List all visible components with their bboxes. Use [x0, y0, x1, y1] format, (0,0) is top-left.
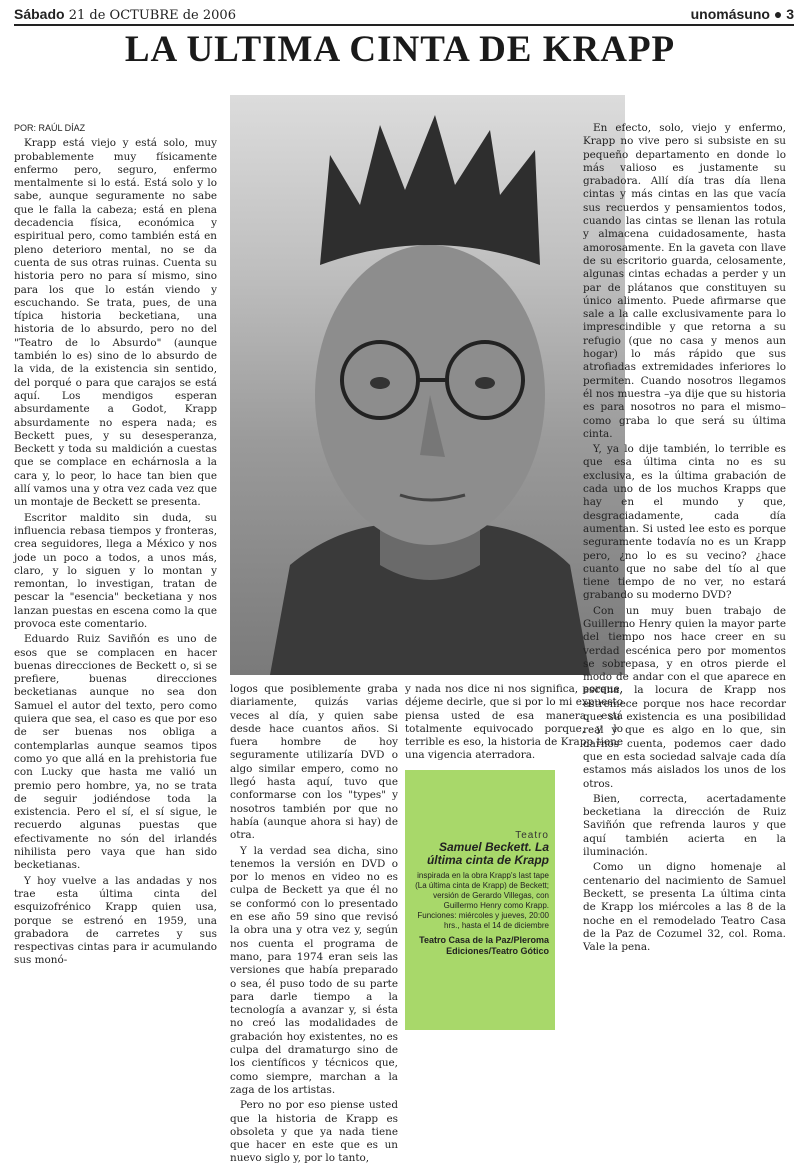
column-1: [14, 122, 217, 970]
paragraph: Eduardo Ruiz Saviñón es uno de esos que se complacen en hacer buenas direcciones de Beckett o, si se prefiere, buenas direcciones becketianas aunque no sea don Samuel el autor del texto, pero como quiera que sea, el caso es que por eso de ser buenas nos obliga a contemplarlas aunque seamos tipos como yo que allá en la prehistoria fue con Lucky que hasta me valió un premio pero hombre, ya, no se trata de seguir jodiéndose toda la existencia. Pero el sí, el sí sigue, le recuerdo algunas puestas que efectivamente no són del irlandés nihilista pero vaya que han sido becketianas.: [14, 633, 217, 872]
box-venue: Teatro Casa de la Paz/Pleroma Ediciones/Teatro Gótico: [419, 935, 549, 956]
paragraph: Krapp está viejo y está solo, muy probablemente muy físicamente enfermo pero, seguro, enfermo mentalmente si lo está. Está solo y lo sabe, aunque seguramente no sabe que le falla la cabeza; está en plena decadencia física, económica y espiritual pero, como también está en pleno deterioro mental, no se da cuenta de sus otras ruinas. Cuenta su historia pero no para sí mismo, sino para los que lo están viendo y escuchando. Se trata, pues, de una típica historia becketiana, una historia de lo absurdo, pero no del "Teatro de lo Absurdo" (aunque también lo es) sino de lo absurdo de la vida, de la existencia sin sentido, del porqué o para que carajos se está aquí. Los mendigos esperan absurdamente a Godot, Krapp absurdamente no espera nada; es Beckett pues, y su desesperanza, Beckett y toda su maldición a cuestas que se complace en echárnosla a la cara y, lo peor, lo hace tan bien que allí vamos una y otra vez cada vez que un montaje de Beckett se presenta.: [14, 137, 217, 509]
masthead: [14, 6, 794, 26]
paragraph: Y hoy vuelve a las andadas y nos trae esta última cinta del esquizofrénico Krapp quien usa, porque se estrenó en 1959, una grabadora de carretes y sus respectivas cintas para ir acumulando sus monó-: [14, 874, 217, 967]
paper-page: unomásuno ● 3: [690, 6, 794, 22]
paragraph: Escritor maldito sin duda, su influencia rebasa tiempos y fronteras, crea seguidores, llega a México y nos jode un poco a todos, a unos más, claro, y lo siguen y lo montan y remontan, lo investigan, tratan de pescar la "esencia" becketiana y nos lanzan puestas en escena como la que provoca este comentario.: [14, 511, 217, 630]
paragraph: y nada nos dice ni nos significa, porque, déjeme decirle, que si por lo mi expuesto piensa usted de esa manera, está totalmente equivocado porque, y lo terrible es eso, la historia de Krapp tiene una vigencia aterradora.: [405, 683, 623, 762]
box-kicker: Teatro: [515, 830, 549, 841]
event-info-box: [405, 770, 555, 1030]
day: Sábado: [14, 6, 65, 22]
paragraph: En efecto, solo, viejo y enfermo, Krapp no vive pero si subsiste en su pequeño departamento en donde lo más valioso es justamente su grabadora. Allí día tras día llena cintas y más cintas en las que vacía sus recuerdos y pensamientos todos, cuando las cintas se llenan las rotula y almacena cuidadosamente, hasta amorosamente. En la gaveta con llave de su escritorio guarda, celosamente, algunas cintas echadas a perder y un par de plátanos que constituyen su único alimento. Puede afirmarse que sale a la calle exclusivamente para lo imprescindible y que retorna a su refugio (que no casa y menos aun hogar) lo más rápido que sus atrofiadas extremidades inferiores lo permiten. Cuando nosotros llegamos él nos muestra –ya dije que su historia es para nosotros no para el mismo– como graba lo que será su última cinta.: [583, 122, 786, 440]
portrait-illustration: [230, 95, 625, 675]
box-title: Samuel Beckett. La última cinta de Krapp: [426, 840, 549, 867]
portrait-photo: [230, 95, 625, 675]
column-2: [230, 683, 398, 1168]
masthead-rule: [14, 24, 794, 26]
paragraph: Con un muy buen trabajo de Guillermo Henry quien la mayor parte del tiempo nos hace creer en su verdad escénica pero por momentos se sobrepasa, y en otros pierde el modo de andar con el que aparece en escena, la locura de Krapp nos estremece porque nos hace recordar que su existencia es una posibilidad real y que es algo en lo que, sin darnos cuenta, podemos caer dado que en esta sociedad salvaje cada día estamos más aislados los unos de los otros.: [583, 604, 786, 790]
paper-name: unomásuno: [690, 6, 770, 22]
date-line: [14, 6, 236, 23]
paragraph: Y, ya lo dije también, lo terrible es que esa última cinta no es su exclusiva, es la última grabación de cada uno de los muchos Krapps que hay en el mundo y que, desgraciadamente, cada día aumentan. Si usted lee esto es porque seguramente todavía no es un Krapp pero, ¿no lo es su vecino? ¿hace cuanto que no sabe del tío al que tiene tiempo de no ver, no estará grabando su moderno DVD?: [583, 443, 786, 602]
paragraph: Bien, correcta, acertadamente becketiana la dirección de Ruiz Saviñón que refrenda lauros y que aquí también acierta en la iluminación.: [583, 792, 786, 859]
page-number: 3: [786, 6, 794, 22]
headline: LA ULTIMA CINTA DE KRAPP: [124, 29, 676, 70]
date: 21 de OCTUBRE de 2006: [68, 8, 236, 23]
paragraph: logos que posiblemente graba diariamente, quizás varias veces al día, y quien sabe desde hace cuantos años. Si fuera hombre de hoy seguramente utilizaría DVD o algo similar empero, como no llegó hasta aquí, tuvo que conformarse con los "types" y nosotros también por que no había (aunque ahora si hay) de otra.: [230, 683, 398, 842]
byline: POR: RAÚL DÍAZ: [14, 123, 86, 133]
paragraph: Y la verdad sea dicha, sino tenemos la versión en DVD o por lo menos en video no es culpa de Beckett ya que él no se conformó con lo presentado en ese año 59 sino que revisó la obra una y otra vez y, según nos cuenta el programa de mano, para 1974 eran seis las versiones que había preparado o sea, él puso todo de su parte para darle tiempo a la tecnología a avanzar y, si ésta no creó las modalidades de grabación hoy existentes, no es culpa del dramaturgo sino de los científicos y técnicos que, como siempre, marchan a la zaga de los artistas.: [230, 844, 398, 1096]
box-details: inspirada en la obra Krapp's last tape (La última cinta de Krapp) de Beckett; versión de Gerardo Villegas, con Guillermo Henry como Krapp. Funciones: miércoles y jueves, 20:00 hrs., hasta el 14 de diciembre: [415, 871, 549, 930]
column-4: [583, 122, 786, 956]
paragraph: Como un digno homenaje al centenario del nacimiento de Samuel Beckett, se presenta La última cinta de Krapp los miércoles a las 8 de la noche en el remodelado Teatro Casa de la Paz de Cozumel 32, col. Roma. Vale la pena.: [583, 861, 786, 954]
paragraph: Pero no por eso piense usted que la historia de Krapp es obsoleta y que ya nada tiene que hacer en este que es un nuevo siglo y, por lo tanto,: [230, 1099, 398, 1165]
